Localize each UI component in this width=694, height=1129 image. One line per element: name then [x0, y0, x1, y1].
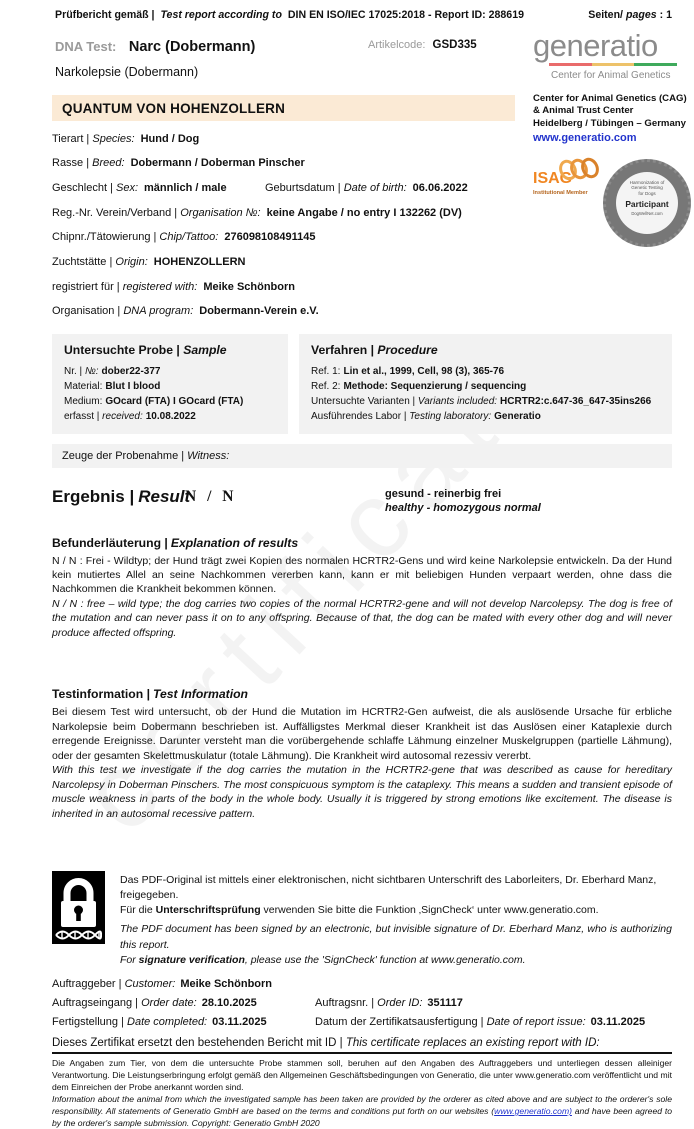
sample-box-title: Untersuchte Probe | Sample	[64, 342, 227, 357]
order-dates-row	[52, 997, 672, 1009]
order-issue-date: Datum der Zertifikatsausfertigung | Date of report issue: 03.11.2025	[315, 1016, 646, 1028]
result-row	[52, 487, 672, 521]
result-genotype: N / N	[185, 487, 234, 505]
footer-website-link[interactable]: www.generatio.com)	[494, 1106, 572, 1117]
logo-subtitle: Center for Animal Genetics	[551, 70, 671, 81]
artikelcode-label: Artikelcode:	[368, 39, 426, 51]
signature-en: The PDF document has been signed by an electronic, but invisible signature of Dr. Eberhard Manz, who is authorizing this report. For signature verification, please use the 'SignCheck' function at www.generatio.com.	[120, 923, 672, 966]
isag-sublabel: Institutional Member	[533, 189, 588, 196]
field-birth: Geburtsdatum | Date of birth: 06.06.2022	[265, 181, 468, 194]
fine-print-en: Information about the animal from which the investigated sample has been taken are provided by the orderer as cited above and are subject to the orderer's sole responsibility. All statements of Generatio GmbH are based on the terms and conditions put forth on our websites (www.generatio.com) and have been agreed to by the orderer's sample submission. Copyright: Generatio GmbH 2020	[52, 1094, 672, 1129]
signature-text	[120, 871, 672, 968]
procedure-variants: Untersuchte Varianten | Variants included: HCRTR2:c.647-36_647-35ins266	[311, 395, 652, 407]
signature-de: Das PDF-Original ist mittels einer elektronischen, nicht sichtbaren Unterschrift des Laborleiters, Dr. Eberhard Manz, freigegeben. Für die Unterschriftsprüfung verwenden Sie bitte die Funktion ‚SignCheck‘ unter www.generatio.com.	[120, 874, 657, 916]
result-status-de: gesund - reinerbig frei	[385, 487, 502, 500]
order-id: Auftragsnr. | Order ID: 351117	[315, 997, 463, 1009]
address-line: & Animal Trust Center	[533, 105, 634, 117]
explanation-text-en: N / N : free – wild type; the dog carries two copies of the normal HCRTR2-gene and will not develop Narcolepsy. The dog is free of the mutation and can never pass it on to any offspring. Because of that, the dog can be mated with every other dog and will never produce affected offspring.	[52, 597, 672, 639]
report-standard: DIN EN ISO/IEC 17025:2018 - Report ID: 288619	[287, 9, 524, 21]
order-completed: Fertigstellung | Date completed: 03.11.2025	[52, 1016, 267, 1028]
explanation-title: Befunderläuterung | Explanation of results	[52, 535, 299, 550]
fine-print	[52, 1057, 672, 1129]
logo-color-bar	[549, 63, 677, 66]
testinfo-title: Testinformation | Test Information	[52, 687, 249, 702]
participant-seal-icon: Harmonization of Genetic Testing for Dogs Participant DogWellNet.com	[603, 159, 691, 247]
pages-indicator: Seiten/ pages : 1	[588, 9, 672, 21]
field-registered-with: registriert für | registered with: Meike Schönborn	[52, 280, 295, 293]
sample-medium: Medium: GOcard (FTA) I GOcard (FTA)	[64, 395, 244, 407]
address-line: Heidelberg / Tübingen – Germany	[533, 117, 686, 129]
signature-block	[52, 871, 672, 968]
testinfo-text-en: With this test we investigate if the dog carries the mutation in the HCRTR2-gene that was described as cause for hereditary Narcolepsy in Doberman Pinschers. The most conspicuous symptom is the cataplexy. This means a sudden and transient episode of muscle weakness in parts of the body in the whole body. Usually it is triggered by strong emotions like excitement. The disease is inherited in an autosomal recessive pattern.	[52, 764, 672, 820]
result-status-en: healthy - homozygous normal	[385, 502, 541, 515]
address-line: Center for Animal Genetics (CAG)	[533, 93, 687, 104]
replacement-note: Dieses Zertifikat ersetzt den bestehenden Bericht mit ID | This certificate replaces an existing report with ID:	[52, 1037, 672, 1054]
sample-received: erfasst | received: 10.08.2022	[64, 410, 196, 422]
generatio-logo: generatio	[533, 28, 658, 63]
procedure-lab: Ausführendes Labor | Testing laboratory: Generatio	[311, 410, 541, 422]
order-customer: Auftraggeber | Customer: Meike Schönborn	[52, 978, 273, 990]
report-label-de: Prüfbericht gemäß |	[55, 9, 155, 21]
witness-bar: Zeuge der Probenahme | Witness:	[52, 444, 672, 468]
field-sex-birth	[52, 182, 672, 195]
artikelcode	[368, 39, 477, 51]
bar-yellow-segment	[592, 63, 635, 66]
isag-label: ISAG	[533, 169, 573, 187]
procedure-box-title: Verfahren | Procedure	[311, 342, 438, 357]
lock-icon	[52, 871, 105, 944]
artikelcode-value: GSD335	[432, 39, 477, 51]
report-meta-left	[55, 9, 524, 21]
fine-print-de: Die Angaben zum Tier, von dem die untersuchte Probe stammen soll, beruhen auf den Angaben des Auftraggebers und unterliegen dessen alleiniger Verantwortung. Die Leistungserbringung erfolgt gemäß den Allgemeinen Geschäftsbedingungen von Generatio, die unter www.generatio.com veröffentlicht und mit dem Einreichen der Probe anerkannt worden sind.	[52, 1058, 672, 1093]
animal-name-banner: QUANTUM VON HOHENZOLLERN	[52, 95, 515, 121]
bar-green-segment	[634, 63, 677, 66]
sample-material: Material: Blut I blood	[64, 380, 161, 392]
procedure-ref2: Ref. 2: Methode: Sequenzierung / sequencing	[311, 380, 527, 392]
report-body	[0, 95, 694, 1129]
field-breed: Rasse | Breed: Dobermann / Doberman Pinscher	[52, 157, 305, 170]
procedure-ref1: Ref. 1: Lin et al., 1999, Cell, 98 (3), 365-76	[311, 365, 505, 377]
report-label-en: Test report according to	[160, 9, 282, 21]
bar-red-segment	[549, 63, 592, 66]
report-meta	[0, 0, 694, 21]
explanation-text-de: N / N : Frei - Wildtyp; der Hund trägt zwei Kopien des normalen HCRTR2-Gens und wird keine Narkolepsie entwickeln. Da der Hund kein mutiertes Allel an seine Nachkommen vererben kann, kann er mit beliebigen Hunden verpaart werden, ohne dass die Nachkommen die Krankheit bekommen können.	[52, 554, 672, 596]
order-block	[52, 978, 672, 1028]
seal-participant-label: Participant	[625, 198, 669, 209]
procedure-box	[299, 334, 672, 434]
field-registration: Reg.-Nr. Verein/Verband | Organisation №: keine Angabe / no entry I 132262 (DV)	[52, 206, 462, 219]
website-link[interactable]: www.generatio.com	[533, 132, 637, 145]
order-completed-row	[52, 1016, 672, 1028]
result-title: Ergebnis | Result	[52, 486, 191, 506]
field-organisation: Organisation | DNA program: Dobermann-Verein e.V.	[52, 305, 319, 318]
order-date: Auftragseingang | Order date: 28.10.2025	[52, 997, 257, 1009]
result-status	[385, 487, 541, 517]
test-subtitle: Narkolepsie (Dobermann)	[55, 65, 199, 79]
info-boxes	[52, 334, 672, 434]
dna-test-label: DNA Test:	[55, 39, 117, 54]
testinfo-text-de: Bei diesem Test wird untersucht, ob der Hund die Mutation im HCRTR2-Gen aufweist, die als auslösende Ursache für erbliche Narkolepsie beim Dobermann beschrieben ist. Auffälligstes Merkmal dieser Krankheit ist das Auslösen einer Kataplexie durch erregende Ereignisse. Darunter versteht man die vorübergehende schlaffe Lähmung einzelner Muskelgruppen (partielle Lähmung), oder der gesamten Skelettmuskulatur (totale Lähmung). Die Krankheit wird autosomal rezessiv vererbt.	[52, 706, 672, 762]
testinfo-section	[52, 687, 672, 821]
field-chip: Chipnr./Tätowierung | Chip/Tattoo: 276098108491145	[52, 231, 316, 244]
field-species: Tierart | Species: Hund / Dog	[52, 132, 200, 145]
explanation-section	[52, 536, 672, 641]
field-sex: Geschlecht | Sex: männlich / male	[52, 181, 227, 194]
sample-number: Nr. | №: dober22-377	[64, 365, 161, 377]
sample-box	[52, 334, 288, 434]
field-origin: Zuchtstätte | Origin: HOHENZOLLERN	[52, 255, 246, 268]
test-name: Narc (Dobermann)	[128, 39, 256, 55]
